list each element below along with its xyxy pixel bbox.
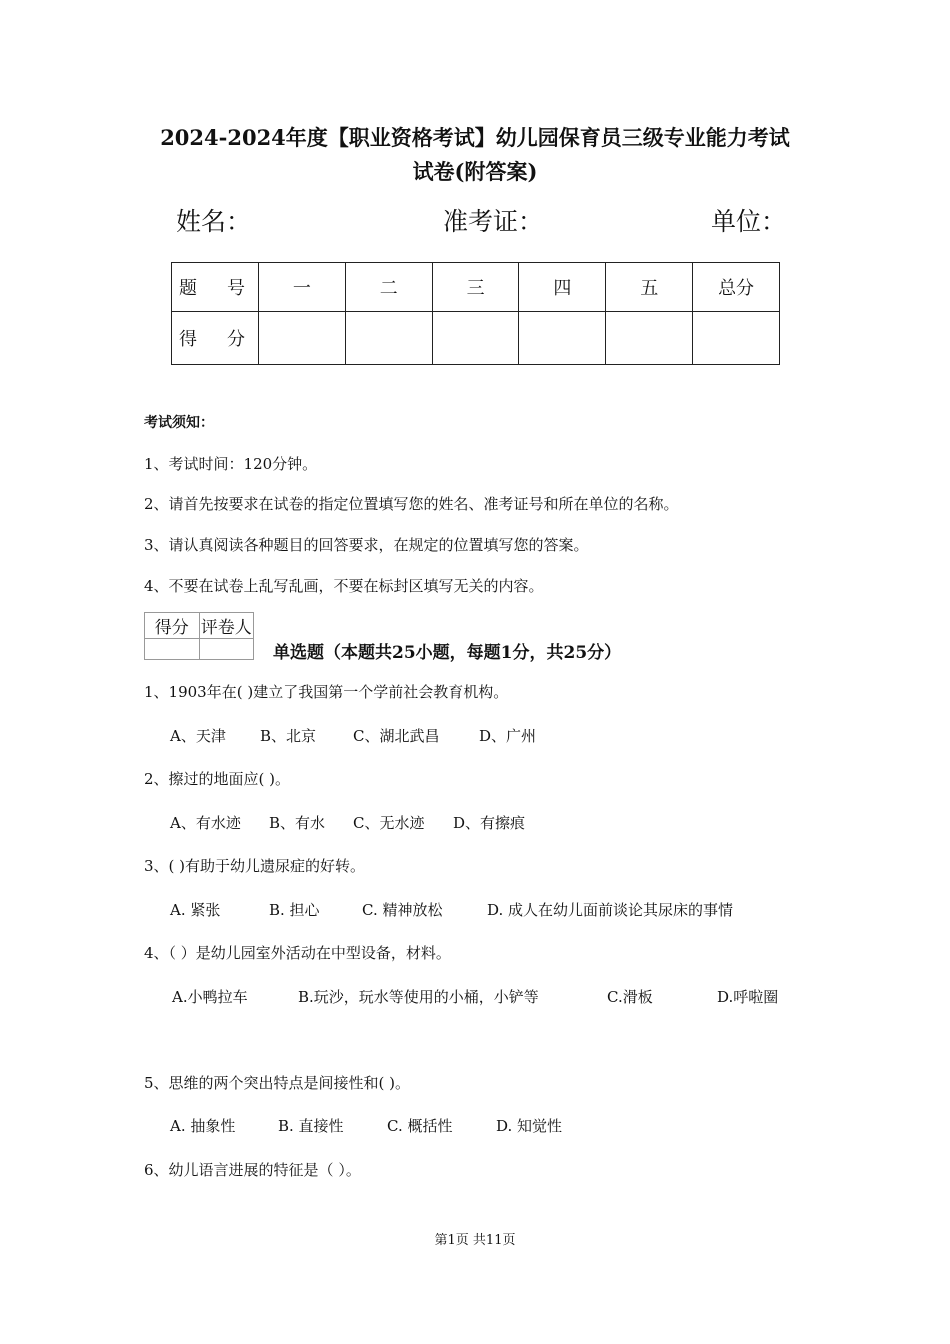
notice-item: 4、不要在试卷上乱写乱画，不要在标封区填写无关的内容。	[144, 577, 544, 595]
question-option[interactable]: C. 概括性	[387, 1117, 453, 1135]
question-option[interactable]: A. 紧张	[170, 901, 221, 919]
question-option[interactable]: B. 直接性	[278, 1117, 344, 1135]
question-stem: 2、擦过的地面应( )。	[144, 770, 291, 788]
question-option[interactable]: D. 成人在幼儿面前谈论其尿床的事情	[487, 901, 734, 919]
question-option[interactable]: D. 知觉性	[496, 1117, 563, 1135]
question-option[interactable]: A、有水迹	[170, 814, 241, 832]
score-table-score-row	[172, 312, 780, 365]
question-stem: 1、1903年在( )建立了我国第一个学前社会教育机构。	[144, 683, 509, 701]
notice-item: 3、请认真阅读各种题目的回答要求，在规定的位置填写您的答案。	[144, 536, 589, 554]
grader-box-score-cell[interactable]	[145, 639, 200, 660]
question-option[interactable]: D、广州	[479, 727, 537, 745]
name-field-label: 姓名：	[176, 207, 252, 236]
score-table-label-question: 题 号	[172, 263, 259, 312]
question-option[interactable]: D、有擦痕	[453, 814, 526, 832]
score-cell-1[interactable]	[259, 312, 346, 365]
page-footer: 第1页 共11页	[434, 1233, 516, 1248]
score-table	[171, 262, 780, 365]
notice-item: 2、请首先按要求在试卷的指定位置填写您的姓名、准考证号和所在单位的名称。	[144, 495, 679, 513]
question-option[interactable]: B. 担心	[269, 901, 320, 919]
question-option[interactable]: C、无水迹	[353, 814, 425, 832]
score-table-col-5: 五	[606, 263, 693, 312]
exam-title-line2: 试卷(附答案)	[412, 159, 538, 184]
score-table-col-4: 四	[519, 263, 606, 312]
score-table-label-score: 得 分	[172, 312, 259, 365]
score-table-col-3: 三	[432, 263, 519, 312]
question-option[interactable]: A.小鸭拉车	[172, 988, 248, 1006]
question-stem: 4、（ ）是幼儿园室外活动在中型设备，材料。	[144, 944, 451, 962]
score-table-col-2: 二	[345, 263, 432, 312]
section-title: 单选题（本题共25小题，每题1分，共25分）	[273, 643, 622, 663]
question-option[interactable]: D.呼啦圈	[717, 988, 779, 1006]
question-option[interactable]: C、湖北武昌	[353, 727, 440, 745]
exam-title-line1: 2024-2024年度【职业资格考试】幼儿园保育员三级专业能力考试	[160, 125, 790, 150]
exam-id-field-label: 准考证：	[443, 207, 544, 236]
question-option[interactable]: A、天津	[170, 727, 226, 745]
question-option[interactable]: A. 抽象性	[170, 1117, 236, 1135]
unit-field-label: 单位：	[711, 207, 787, 236]
question-option[interactable]: B、北京	[260, 727, 317, 745]
question-option[interactable]: B、有水	[269, 814, 326, 832]
score-cell-2[interactable]	[345, 312, 432, 365]
notice-item: 1、考试时间：120分钟。	[144, 455, 318, 473]
score-table-col-total: 总分	[693, 263, 780, 312]
question-stem: 3、( )有助于幼儿遗尿症的好转。	[144, 857, 366, 875]
score-cell-5[interactable]	[606, 312, 693, 365]
score-cell-total[interactable]	[693, 312, 780, 365]
grader-box-score-label: 得分	[145, 613, 200, 639]
score-table-col-1: 一	[259, 263, 346, 312]
score-table-header-row	[172, 263, 780, 312]
question-stem: 6、幼儿语言进展的特征是（ ）。	[144, 1161, 361, 1179]
question-option[interactable]: C.滑板	[607, 988, 653, 1006]
question-option[interactable]: B.玩沙，玩水等使用的小桶，小铲等	[298, 988, 539, 1006]
grader-box-grader-cell[interactable]	[199, 639, 254, 660]
question-option[interactable]: C. 精神放松	[362, 901, 443, 919]
notice-heading: 考试须知：	[144, 415, 214, 431]
score-cell-3[interactable]	[432, 312, 519, 365]
question-stem: 5、思维的两个突出特点是间接性和( )。	[144, 1074, 411, 1092]
grader-box	[144, 612, 254, 660]
grader-box-grader-label: 评卷人	[199, 613, 254, 639]
score-cell-4[interactable]	[519, 312, 606, 365]
